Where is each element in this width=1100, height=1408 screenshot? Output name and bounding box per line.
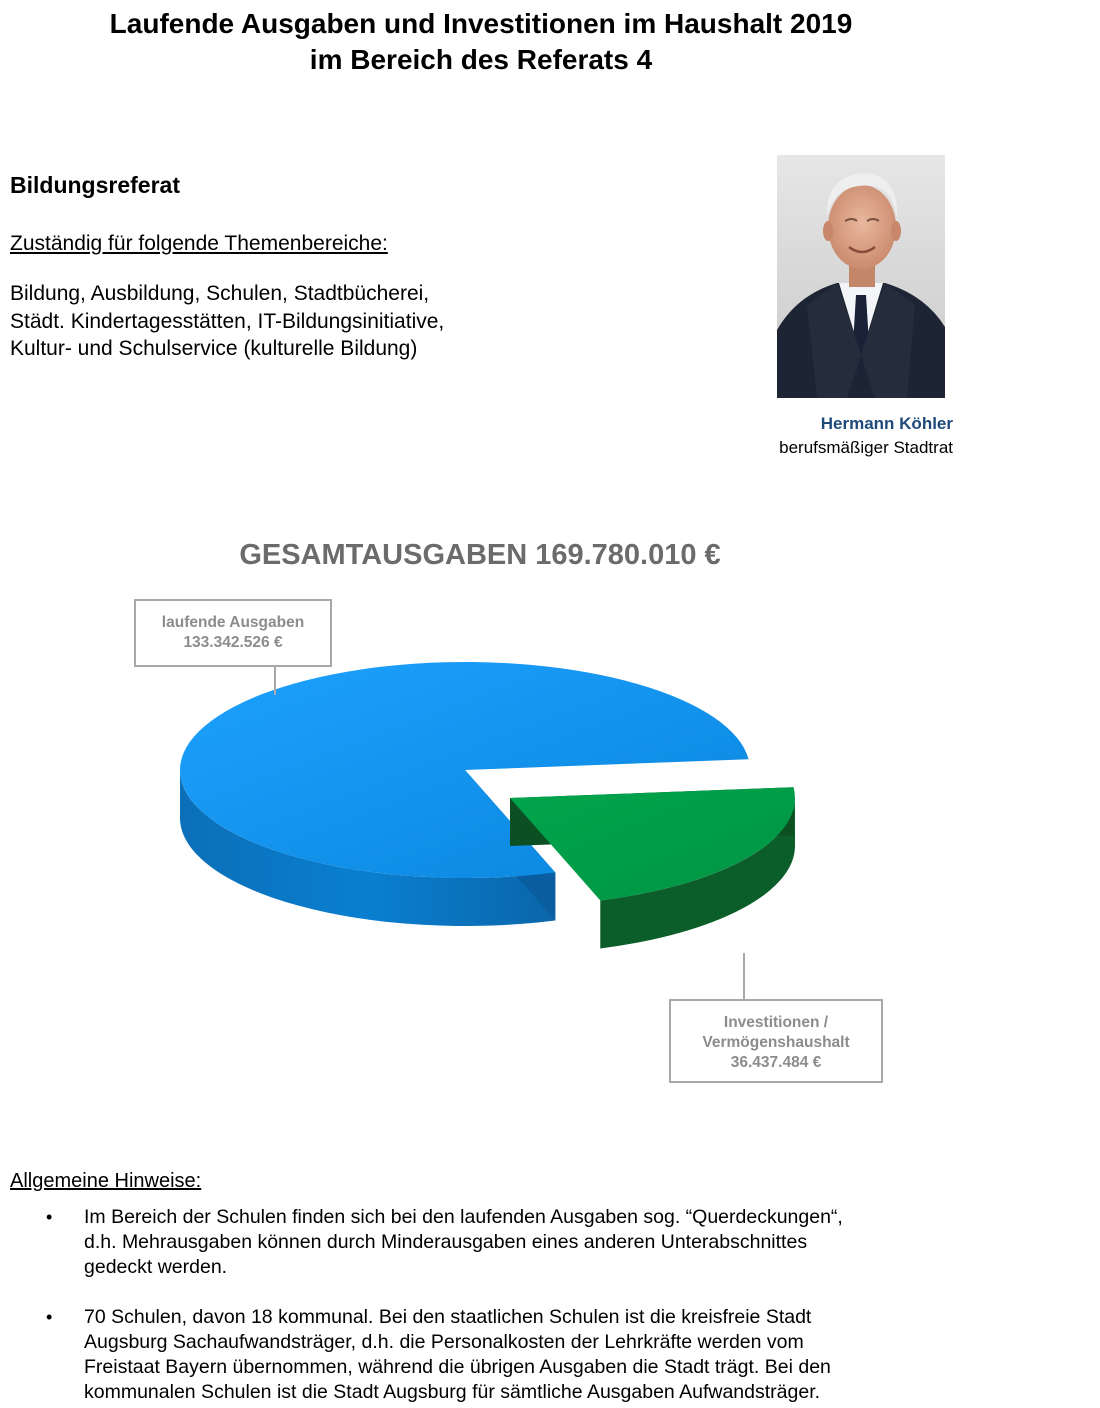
note-2-line-4: kommunalen Schulen ist die Stadt Augsburg für sämtliche Ausgaben Aufwandsträger. [84, 1381, 821, 1403]
slice-label-investment [669, 999, 883, 1083]
note-2-line-1: 70 Schulen, davon 18 kommunal. Bei den staatlichen Schulen ist die kreisfreie Stadt [84, 1306, 812, 1328]
page-title [0, 6, 962, 78]
slice-label-investment-value: 36.437.484 € [730, 1054, 822, 1071]
note-2-line-3: Freistaat Bayern übernommen, während die übrigen Ausgaben die Stadt trägt. Bei den [84, 1356, 831, 1378]
slice-label-investment-name-2: Vermögenshaushalt [702, 1034, 850, 1051]
person-name: Hermann Köhler [820, 414, 953, 433]
responsibility-label: Zuständig für folgende Themenbereiche: [10, 232, 388, 255]
notes-heading: Allgemeine Hinweise: [10, 1170, 202, 1192]
topics-line-1: Bildung, Ausbildung, Schulen, Stadtbücherei, [10, 282, 430, 305]
note-1-line-1: Im Bereich der Schulen finden sich bei den laufenden Ausgaben sog. “Querdeckungen“, [84, 1206, 843, 1228]
topics-line-2: Städt. Kindertagesstätten, IT-Bildungsinitiative, [10, 309, 445, 333]
page-title-line-1: Laufende Ausgaben und Investitionen im Haushalt 2019 [109, 8, 853, 39]
portrait-photo [777, 155, 945, 398]
chart-title: GESAMTAUSGABEN 169.780.010 € [239, 539, 721, 571]
topics-list [10, 280, 444, 363]
person-role: berufsmäßiger Stadtrat [779, 438, 953, 457]
portrait-illustration [777, 155, 945, 398]
expenses-pie-chart [120, 525, 940, 1100]
slice-label-running-name: laufende Ausgaben [161, 614, 305, 631]
note-2-line-2: Augsburg Sachaufwandsträger, d.h. die Personalkosten der Lehrkräfte werden vom [84, 1331, 804, 1353]
slice-label-investment-name-1: Investitionen / [723, 1014, 829, 1031]
bullet-icon: • [46, 1207, 53, 1227]
bullet-icon: • [46, 1307, 53, 1327]
slice-label-running [134, 599, 332, 667]
department-name: Bildungsreferat [10, 172, 180, 198]
notes-list [0, 1205, 960, 1405]
slice-label-running-value: 133.342.526 € [183, 634, 283, 651]
note-1-line-3: gedeckt werden. [84, 1256, 228, 1278]
note-1-line-2: d.h. Mehrausgaben können durch Minderausgaben eines anderen Unterabschnittes [84, 1231, 808, 1253]
note-item-2 [0, 1305, 960, 1405]
page-title-line-2: im Bereich des Referats 4 [309, 44, 653, 75]
note-item-1 [0, 1205, 960, 1280]
topics-line-3: Kultur- und Schulservice (kulturelle Bildung) [10, 337, 418, 360]
